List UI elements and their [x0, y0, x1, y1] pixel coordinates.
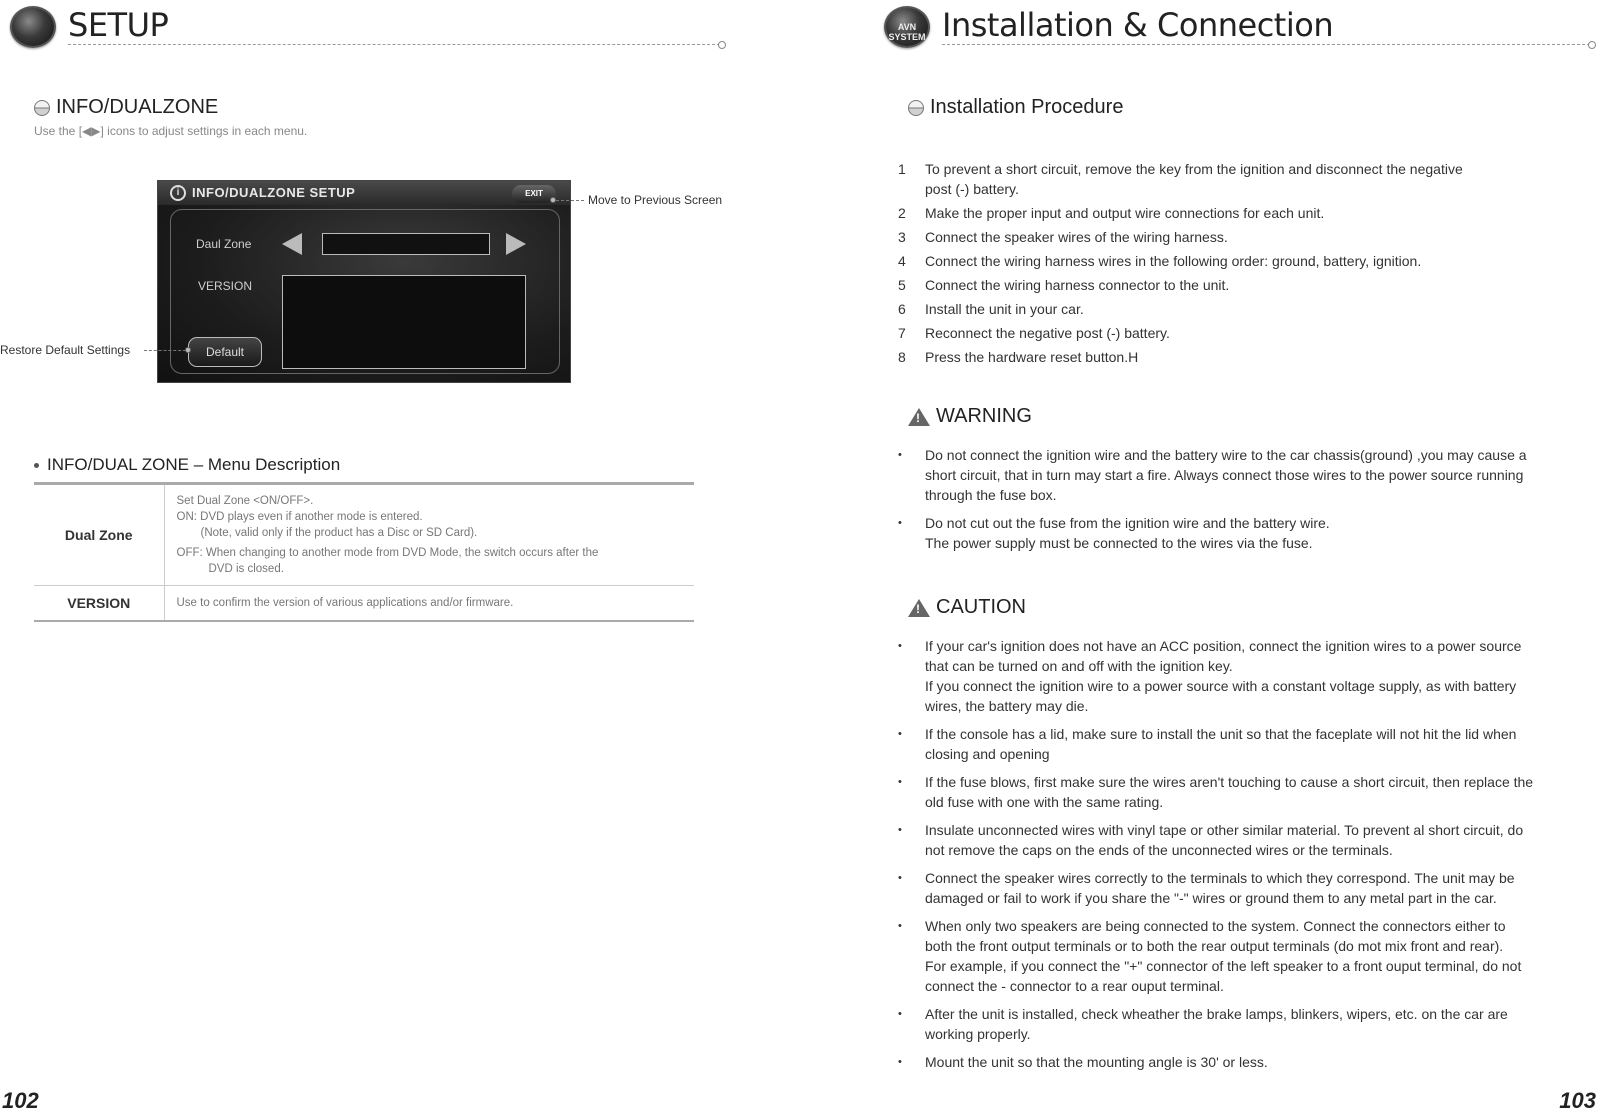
- installation-header: [884, 4, 1598, 52]
- list-item: [898, 513, 1578, 553]
- table-row: [34, 484, 694, 586]
- list-item: [898, 203, 1578, 223]
- list-item: [898, 347, 1578, 367]
- info-icon: i: [170, 185, 186, 201]
- caution-list: [898, 636, 1578, 1080]
- text-line: Reconnect the negative post (-) battery.: [925, 325, 1170, 341]
- table-value-version: Use to confirm the version of various applications and/or firmware.: [164, 586, 694, 621]
- wrench-gear-icon: [10, 6, 56, 48]
- list-item: [898, 724, 1578, 764]
- caution-title: [908, 596, 1026, 619]
- text-line: If your car's ignition does not have an ACC position, connect the ignition wires to a power source: [925, 638, 1522, 654]
- step-number: 4: [898, 253, 906, 269]
- text-line: Install the unit in your car.: [925, 301, 1084, 317]
- text-line: that can be turned on and off with the ignition key.: [925, 658, 1233, 674]
- dual-zone-desc-line: OFF: When changing to another mode from DVD Mode, the switch occurs after the: [176, 547, 599, 559]
- setup-header: [10, 4, 726, 52]
- menu-description-table: [34, 482, 694, 622]
- text-line: connect the - connector to a rear ouput terminal.: [925, 978, 1224, 994]
- header-rule: [942, 44, 1590, 45]
- default-callout-dot: [185, 347, 191, 353]
- disc-icon: [34, 100, 50, 116]
- bullet-text: [925, 772, 1533, 812]
- list-item: [898, 820, 1578, 860]
- disc-icon: [908, 100, 924, 116]
- text-line: through the fuse box.: [925, 487, 1057, 503]
- dual-zone-desc-line: Set Dual Zone <ON/OFF>.: [176, 495, 314, 507]
- table-key-dual-zone: Dual Zone: [34, 484, 164, 586]
- bullet-icon: •: [898, 776, 902, 788]
- exit-button[interactable]: EXIT: [512, 185, 556, 203]
- screen-title: INFO/DUALZONE SETUP: [192, 185, 356, 200]
- bullet-icon: •: [898, 920, 902, 932]
- text-line: closing and opening: [925, 746, 1050, 762]
- step-text: [925, 275, 1229, 295]
- text-line: To prevent a short circuit, remove the key from the ignition and disconnect the negative: [925, 161, 1463, 177]
- step-number: 7: [898, 325, 906, 341]
- text-line: wires, the battery may die.: [925, 698, 1089, 714]
- text-line: Do not cut out the fuse from the ignition wire and the battery wire.: [925, 515, 1330, 531]
- table-key-version: VERSION: [34, 586, 164, 621]
- page-number-left: 102: [2, 1088, 39, 1113]
- caution-title-text: CAUTION: [936, 596, 1026, 618]
- default-callout-line: [144, 350, 186, 351]
- text-line: short circuit, that in turn may start a fire. Always connect those wires to the power source running: [925, 467, 1524, 483]
- dual-zone-desc-line: ON: DVD plays even if another mode is entered.: [176, 511, 423, 523]
- dual-zone-desc-line: (Note, valid only if the product has a Disc or SD Card).: [200, 527, 478, 539]
- list-item: [898, 445, 1578, 505]
- step-number: 8: [898, 349, 906, 365]
- warning-title-text: WARNING: [936, 405, 1032, 427]
- dual-zone-label: Daul Zone: [196, 237, 252, 251]
- bullet-icon: •: [898, 640, 902, 652]
- bullet-text: [925, 1052, 1268, 1072]
- text-line: Insulate unconnected wires with vinyl tape or other similar material. To prevent al short circuit, do: [925, 822, 1524, 838]
- text-line: If the fuse blows, first make sure the wires aren't touching to cause a short circuit, then replace the: [925, 774, 1534, 790]
- step-text: [925, 251, 1421, 271]
- default-button[interactable]: Default: [188, 337, 262, 367]
- text-line: post (-) battery.: [925, 181, 1019, 197]
- bullet-text: [925, 724, 1516, 764]
- warning-list: [898, 445, 1578, 561]
- text-line: both the front output terminals or to both the rear output terminals (do mot mix front and rear).: [925, 938, 1504, 954]
- dual-zone-desc-line: DVD is closed.: [208, 563, 284, 575]
- device-screen: [157, 180, 571, 383]
- header-title: Installation & Connection: [942, 6, 1334, 44]
- step-number: 5: [898, 277, 906, 293]
- step-number: 3: [898, 229, 906, 245]
- step-text: [925, 203, 1324, 223]
- warning-title: [908, 405, 1032, 428]
- header-rule: [68, 44, 720, 45]
- page-number-right: 103: [1559, 1088, 1596, 1113]
- step-number: 6: [898, 301, 906, 317]
- bullet-icon: •: [898, 728, 902, 740]
- list-item: [898, 868, 1578, 908]
- list-item: [898, 227, 1578, 247]
- step-text: [925, 299, 1084, 319]
- step-number: 2: [898, 205, 906, 221]
- bullet-icon: •: [898, 517, 902, 529]
- table-row: [34, 586, 694, 621]
- list-item: [898, 159, 1578, 199]
- section-title-text: Installation Procedure: [930, 96, 1124, 118]
- bullet-text: [925, 868, 1515, 908]
- avn-system-logo-icon: [884, 6, 930, 48]
- bullet-text: [925, 916, 1521, 996]
- list-item: [898, 916, 1578, 996]
- text-line: If the console has a lid, make sure to install the unit so that the faceplate will not hit the lid when: [925, 726, 1517, 742]
- list-item: [898, 1052, 1578, 1072]
- list-item: [898, 1004, 1578, 1044]
- bullet-icon: •: [898, 872, 902, 884]
- instruction-text: Use the [◀▶] icons to adjust settings in each menu.: [34, 124, 308, 138]
- text-line: Press the hardware reset button.H: [925, 349, 1139, 365]
- list-item: [898, 275, 1578, 295]
- text-line: Do not connect the ignition wire and the battery wire to the car chassis(ground) ,you may cause a: [925, 447, 1527, 463]
- logo-text: AVN SYSTEM: [888, 22, 926, 42]
- step-text: [925, 347, 1138, 367]
- bullet-icon: •: [898, 1008, 902, 1020]
- section-title-text: INFO/DUALZONE: [56, 96, 219, 118]
- section-title-installation-procedure: [908, 96, 1123, 119]
- text-line: damaged or fail to work if you share the "-" wires or ground them to any metal part in the car.: [925, 890, 1497, 906]
- caution-triangle-icon: [908, 599, 930, 617]
- screen-title-bar: [158, 181, 570, 205]
- dual-zone-value-box: [322, 233, 490, 255]
- text-line: After the unit is installed, check wheather the brake lamps, blinkers, wipers, etc. on the car are: [925, 1006, 1508, 1022]
- bullet-text: [925, 820, 1523, 860]
- arrow-right-icon[interactable]: [506, 233, 526, 255]
- step-text: [925, 159, 1463, 199]
- step-text: [925, 323, 1170, 343]
- version-label: VERSION: [198, 279, 253, 293]
- bullet-text: [925, 445, 1527, 505]
- exit-callout-line: [556, 200, 584, 201]
- version-display-box: [282, 275, 526, 369]
- warning-triangle-icon: [908, 408, 930, 426]
- arrow-left-icon[interactable]: [282, 233, 302, 255]
- list-item: [898, 299, 1578, 319]
- table-value-dual-zone: [164, 484, 694, 586]
- text-line: old fuse with one with the same rating.: [925, 794, 1164, 810]
- bullet-icon: •: [898, 449, 902, 461]
- installation-steps-list: [898, 159, 1578, 371]
- bullet-icon: •: [898, 824, 902, 836]
- text-line: The power supply must be connected to the wires via the fuse.: [925, 535, 1313, 551]
- step-number: 1: [898, 161, 906, 177]
- text-line: Connect the wiring harness connector to the unit.: [925, 277, 1230, 293]
- text-line: Connect the wiring harness wires in the following order: ground, battery, ignition.: [925, 253, 1422, 269]
- text-line: Connect the speaker wires of the wiring harness.: [925, 229, 1228, 245]
- list-item: [898, 323, 1578, 343]
- menu-description-title: INFO/DUAL ZONE – Menu Description: [34, 455, 340, 475]
- list-item: [898, 636, 1578, 716]
- list-item: [898, 772, 1578, 812]
- text-line: not remove the caps on the ends of the unconnected wires or the terminals.: [925, 842, 1393, 858]
- text-line: When only two speakers are being connected to the system. Connect the connectors either to: [925, 918, 1506, 934]
- text-line: For example, if you connect the "+" connector of the left speaker to a front ouput terminal, do not: [925, 958, 1522, 974]
- text-line: Make the proper input and output wire connections for each unit.: [925, 205, 1325, 221]
- bullet-text: [925, 1004, 1508, 1044]
- text-line: Mount the unit so that the mounting angle is 30' or less.: [925, 1054, 1268, 1070]
- bullet-text: [925, 636, 1521, 716]
- bullet-icon: •: [898, 1056, 902, 1068]
- section-title-info-dualzone: [34, 96, 218, 119]
- text-line: working properly.: [925, 1026, 1031, 1042]
- bullet-text: [925, 513, 1330, 553]
- list-item: [898, 251, 1578, 271]
- text-line: If you connect the ignition wire to a power source with a constant voltage supply, as with battery: [925, 678, 1517, 694]
- step-text: [925, 227, 1228, 247]
- callout-previous-screen: Move to Previous Screen: [588, 193, 723, 207]
- header-title: SETUP: [68, 6, 169, 44]
- callout-restore-default: Restore Default Settings: [0, 343, 131, 357]
- text-line: Connect the speaker wires correctly to the terminals to which they correspond. The unit may be: [925, 870, 1515, 886]
